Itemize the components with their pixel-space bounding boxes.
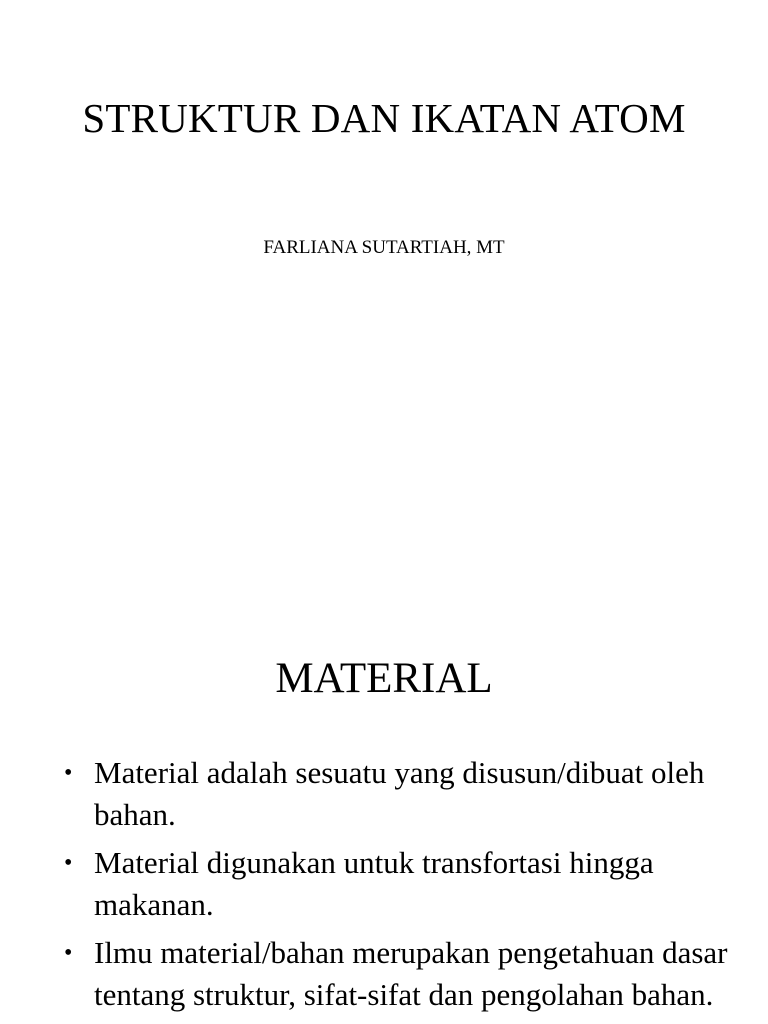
bullet-icon: •: [64, 850, 73, 876]
bullet-icon: •: [64, 760, 73, 786]
list-item: [0, 842, 768, 926]
bullet-text: Material digunakan untuk transfortasi hingga makanan.: [94, 845, 654, 922]
bullet-icon: •: [64, 940, 73, 966]
content-slide: [0, 576, 768, 1024]
slide-title: MATERIAL: [275, 655, 493, 702]
author-subtitle: FARLIANA SUTARTIAH, MT: [263, 237, 505, 258]
list-item: [0, 752, 768, 836]
list-item: [0, 932, 768, 1016]
bullet-text: Ilmu material/bahan merupakan pengetahuan dasar tentang struktur, sifat-sifat dan pengolahan bahan.: [94, 935, 728, 1012]
slide-title: STRUKTUR DAN IKATAN ATOM: [82, 95, 686, 141]
bullet-list: [0, 752, 768, 1022]
bullet-text: Material adalah sesuatu yang disusun/dibuat oleh bahan.: [94, 755, 705, 832]
